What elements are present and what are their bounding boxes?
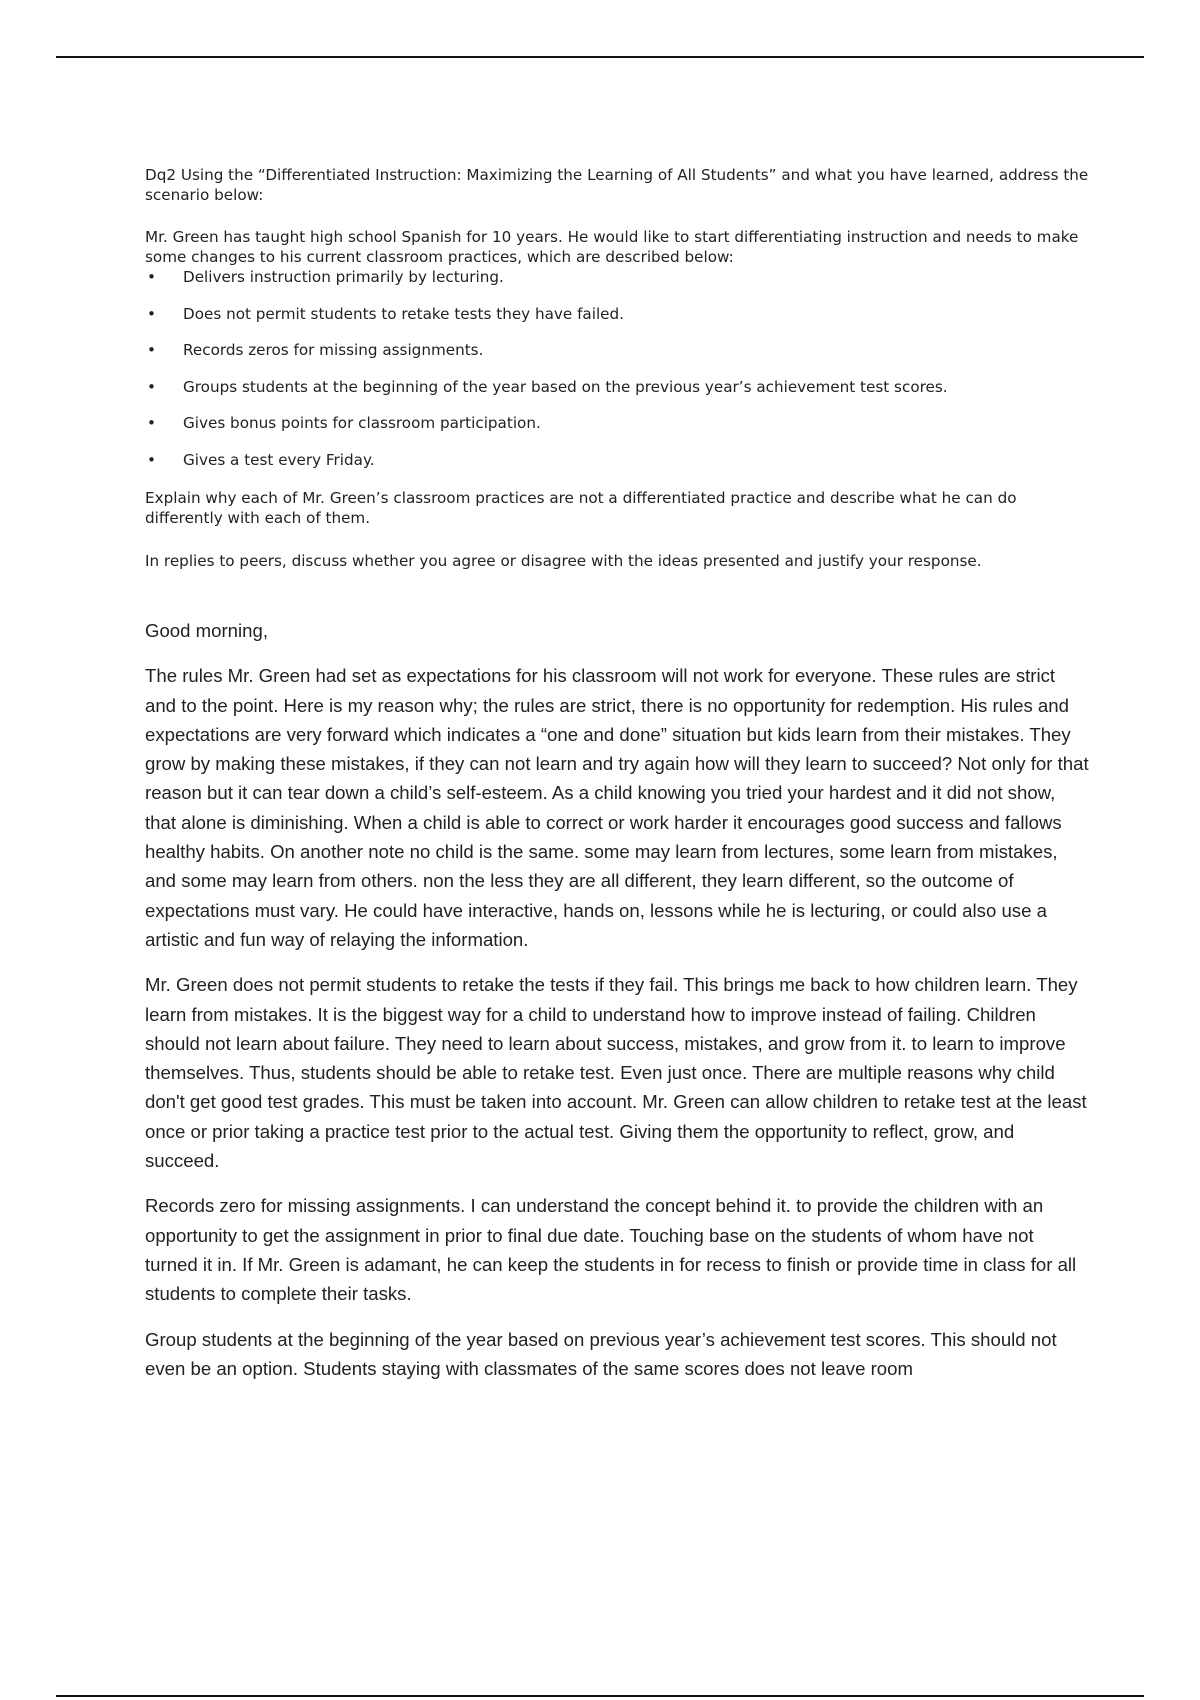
discussion-prompt [145,165,1090,571]
prompt-scenario: Mr. Green has taught high school Spanish for 10 years. He would like to start differentiating instruction and needs to make some changes to his current classroom practices, which are described below: [145,228,1079,266]
header-rule [56,56,1144,58]
practice-text: Gives bonus points for classroom participation. [183,414,541,432]
list-item [145,450,1090,487]
bullet-icon: • [147,414,156,432]
prompt-replies-note: In replies to peers, discuss whether you agree or disagree with the ideas presented and justify your response. [145,552,982,570]
bullet-icon: • [147,377,156,396]
practice-text: Gives a test every Friday. [183,450,375,469]
list-item [145,377,1090,414]
bullet-icon: • [147,450,156,469]
prompt-instructions: Explain why each of Mr. Green’s classroom practices are not a differentiated practice and describe what he can do differently with each of them. [145,489,1017,527]
response-paragraph: Records zero for missing assignments. I can understand the concept behind it. to provide the children with an opportunity to get the assignment in prior to final due date. Touching base on the students of whom have not turned it in. If Mr. Green is adamant, he can keep the students in for recess to finish or provide time in class for all students to complete their tasks. [145,1195,1077,1305]
discussion-response [145,616,1090,1383]
practice-text: Records zeros for missing assignments. [183,341,484,359]
footer-rule [56,1695,1144,1697]
document-body [145,165,1090,1399]
bullet-icon: • [147,341,156,359]
list-item [145,267,1090,304]
practice-text: Does not permit students to retake tests they have failed. [183,304,624,323]
practices-list [145,267,1090,486]
practice-text: Groups students at the beginning of the year based on the previous year’s achievement test scores. [183,377,948,396]
list-item [145,340,1090,377]
practice-text: Delivers instruction primarily by lecturing. [183,268,504,286]
prompt-intro: Dq2 Using the “Differentiated Instruction: Maximizing the Learning of All Students” and what you have learned, address the scenario below: [145,166,1089,204]
list-item [145,413,1090,450]
response-paragraph: Mr. Green does not permit students to retake the tests if they fail. This brings me back to how children learn. They learn from mistakes. It is the biggest way for a child to understand how to improve instead of failing. Children should not learn about failure. They need to learn about success, mistakes, and grow from it. to learn to improve themselves. Thus, students should be able to retake test. Even just once. There are multiple reasons why child don't get good test grades. This must be taken into account. Mr. Green can allow children to retake test at the least once or prior taking a practice test prior to the actual test. Giving them the opportunity to reflect, grow, and succeed. [145,974,1087,1172]
list-item [145,304,1090,341]
response-greeting: Good morning, [145,620,268,641]
response-paragraph: Group students at the beginning of the year based on previous year’s achievement test scores. This should not even be an option. Students staying with classmates of the same scores does not leave room [145,1328,1057,1379]
bullet-icon: • [147,268,156,286]
response-paragraph: The rules Mr. Green had set as expectations for his classroom will not work for everyone. These rules are strict and to the point. Here is my reason why; the rules are strict, there is no opportunity for redemption. His rules and expectations are very forward which indicates a “one and done” situation but kids learn from their mistakes. They grow by making these mistakes, if they can not learn and try again how will they learn to succeed? Not only for that reason but it can tear down a child’s self-esteem. As a child knowing you tried your hardest and it did not show, that alone is diminishing. When a child is able to correct or work harder it encourages good success and fallows healthy habits. On another note no child is the same. some may learn from lectures, some learn from mistakes, and some may learn from others. non the less they are all different, they learn different, so the outcome of expectations must vary. He could have interactive, hands on, lessons while he is lecturing, or could also use a artistic and fun way of relaying the information. [145,665,1089,950]
bullet-icon: • [147,304,156,323]
